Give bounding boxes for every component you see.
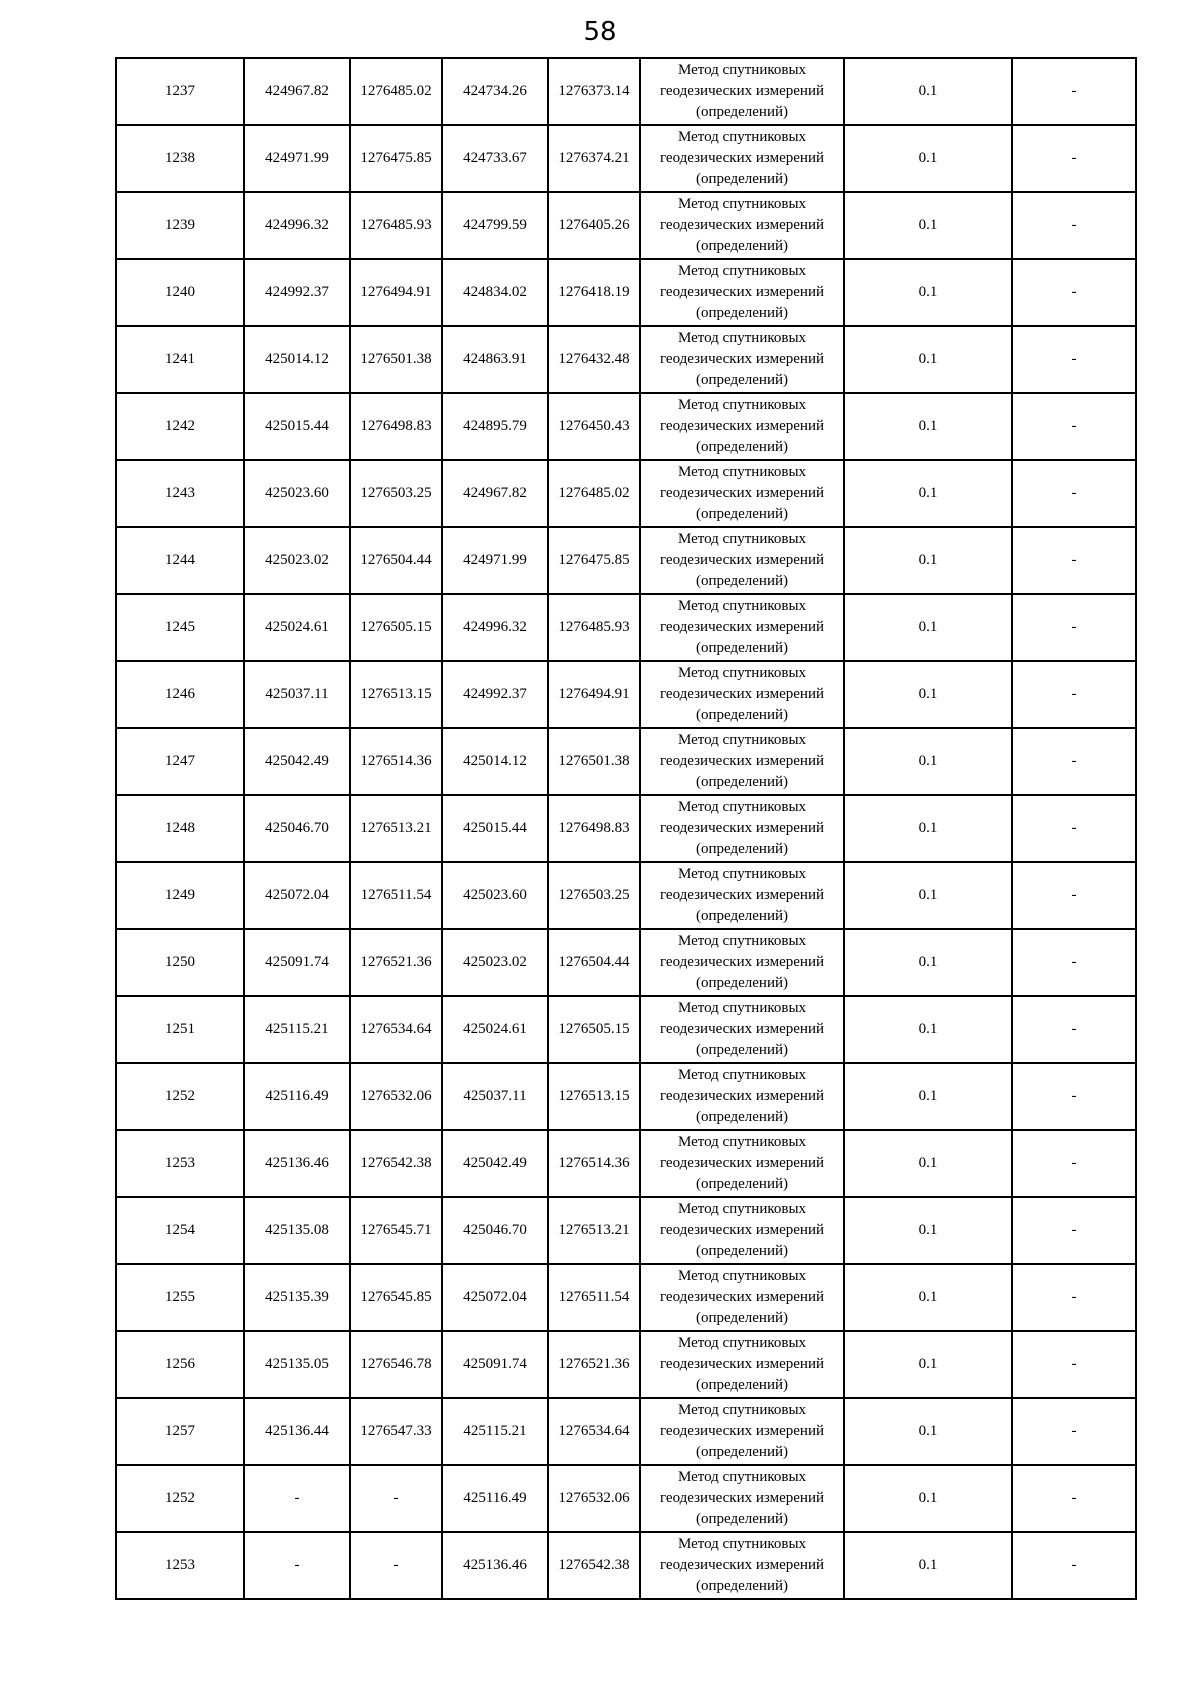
note-cell: - xyxy=(1012,393,1136,460)
method-line: (определений) xyxy=(696,908,788,924)
method-line: Метод спутниковых xyxy=(677,1000,807,1016)
existing-x-cell: 425136.44 xyxy=(244,1398,350,1465)
refined-x-cell: 425115.21 xyxy=(442,1398,548,1465)
method-line: Метод спутниковых xyxy=(677,1536,807,1552)
method-line: Метод спутниковых xyxy=(677,1335,807,1351)
refined-y-cell: 1276501.38 xyxy=(548,728,640,795)
point-number-cell: 1240 xyxy=(116,259,244,326)
note-cell: - xyxy=(1012,862,1136,929)
point-number-cell: 1239 xyxy=(116,192,244,259)
refined-y-cell: 1276521.36 xyxy=(548,1331,640,1398)
accuracy-cell: 0.1 xyxy=(844,996,1012,1063)
existing-y-cell: 1276494.91 xyxy=(350,259,442,326)
refined-y-cell: 1276450.43 xyxy=(548,393,640,460)
existing-x-cell: 425135.05 xyxy=(244,1331,350,1398)
refined-x-cell: 424895.79 xyxy=(442,393,548,460)
point-number-cell: 1244 xyxy=(116,527,244,594)
accuracy-cell: 0.1 xyxy=(844,1465,1012,1532)
existing-y-cell: 1276498.83 xyxy=(350,393,442,460)
existing-y-cell: 1276503.25 xyxy=(350,460,442,527)
existing-x-cell: 424967.82 xyxy=(244,58,350,125)
refined-x-cell: 424734.26 xyxy=(442,58,548,125)
existing-y-cell: 1276546.78 xyxy=(350,1331,442,1398)
point-number-cell: 1253 xyxy=(116,1130,244,1197)
method-line: (определений) xyxy=(696,1444,788,1460)
method-line: (определений) xyxy=(696,506,788,522)
accuracy-cell: 0.1 xyxy=(844,460,1012,527)
refined-y-cell: 1276505.15 xyxy=(548,996,640,1063)
existing-y-cell: 1276513.15 xyxy=(350,661,442,728)
table-row xyxy=(116,1532,1136,1599)
method-line: (определений) xyxy=(696,1377,788,1393)
method-cell xyxy=(640,929,844,996)
refined-y-cell: 1276494.91 xyxy=(548,661,640,728)
method-line: Метод спутниковых xyxy=(677,799,807,815)
method-cell xyxy=(640,527,844,594)
table-row xyxy=(116,1398,1136,1465)
refined-x-cell: 424733.67 xyxy=(442,125,548,192)
note-cell: - xyxy=(1012,1398,1136,1465)
existing-x-cell: 425015.44 xyxy=(244,393,350,460)
method-cell xyxy=(640,1197,844,1264)
method-cell xyxy=(640,594,844,661)
existing-x-cell: 425116.49 xyxy=(244,1063,350,1130)
refined-y-cell: 1276498.83 xyxy=(548,795,640,862)
refined-y-cell: 1276511.54 xyxy=(548,1264,640,1331)
method-line: (определений) xyxy=(696,1109,788,1125)
point-number-cell: 1255 xyxy=(116,1264,244,1331)
method-line: геодезических измерений xyxy=(659,1021,825,1037)
method-line: (определений) xyxy=(696,104,788,120)
point-number-cell: 1237 xyxy=(116,58,244,125)
point-number-cell: 1238 xyxy=(116,125,244,192)
table-row xyxy=(116,259,1136,326)
method-line: Метод спутниковых xyxy=(677,1134,807,1150)
table-row xyxy=(116,728,1136,795)
refined-x-cell: 425072.04 xyxy=(442,1264,548,1331)
note-cell: - xyxy=(1012,1331,1136,1398)
method-line: Метод спутниковых xyxy=(677,397,807,413)
refined-x-cell: 425046.70 xyxy=(442,1197,548,1264)
refined-y-cell: 1276373.14 xyxy=(548,58,640,125)
point-number-cell: 1252 xyxy=(116,1465,244,1532)
method-line: геодезических измерений xyxy=(659,887,825,903)
method-line: Метод спутниковых xyxy=(677,62,807,78)
existing-y-cell: 1276501.38 xyxy=(350,326,442,393)
method-cell xyxy=(640,1130,844,1197)
method-line: геодезических измерений xyxy=(659,753,825,769)
table-row xyxy=(116,795,1136,862)
table-row xyxy=(116,661,1136,728)
accuracy-cell: 0.1 xyxy=(844,125,1012,192)
note-cell: - xyxy=(1012,661,1136,728)
existing-x-cell: 425135.08 xyxy=(244,1197,350,1264)
existing-y-cell: - xyxy=(350,1532,442,1599)
existing-x-cell: 425037.11 xyxy=(244,661,350,728)
method-line: Метод спутниковых xyxy=(677,531,807,547)
refined-x-cell: 424996.32 xyxy=(442,594,548,661)
point-number-cell: 1245 xyxy=(116,594,244,661)
table-row xyxy=(116,862,1136,929)
note-cell: - xyxy=(1012,527,1136,594)
method-line: геодезических измерений xyxy=(659,552,825,568)
method-line: геодезических измерений xyxy=(659,1289,825,1305)
refined-y-cell: 1276513.15 xyxy=(548,1063,640,1130)
refined-y-cell: 1276432.48 xyxy=(548,326,640,393)
existing-y-cell: 1276485.93 xyxy=(350,192,442,259)
method-cell xyxy=(640,259,844,326)
table-row xyxy=(116,460,1136,527)
table-row xyxy=(116,996,1136,1063)
point-number-cell: 1256 xyxy=(116,1331,244,1398)
table-row xyxy=(116,1331,1136,1398)
refined-x-cell: 425014.12 xyxy=(442,728,548,795)
point-number-cell: 1243 xyxy=(116,460,244,527)
note-cell: - xyxy=(1012,1063,1136,1130)
method-cell xyxy=(640,192,844,259)
refined-y-cell: 1276514.36 xyxy=(548,1130,640,1197)
accuracy-cell: 0.1 xyxy=(844,393,1012,460)
method-line: геодезических измерений xyxy=(659,351,825,367)
refined-y-cell: 1276485.93 xyxy=(548,594,640,661)
method-line: геодезических измерений xyxy=(659,217,825,233)
accuracy-cell: 0.1 xyxy=(844,1331,1012,1398)
method-line: Метод спутниковых xyxy=(677,598,807,614)
method-line: Метод спутниковых xyxy=(677,129,807,145)
refined-y-cell: 1276475.85 xyxy=(548,527,640,594)
refined-x-cell: 425042.49 xyxy=(442,1130,548,1197)
method-line: Метод спутниковых xyxy=(677,866,807,882)
method-cell xyxy=(640,1264,844,1331)
method-line: (определений) xyxy=(696,1176,788,1192)
method-line: геодезических измерений xyxy=(659,485,825,501)
accuracy-cell: 0.1 xyxy=(844,795,1012,862)
accuracy-cell: 0.1 xyxy=(844,1197,1012,1264)
note-cell: - xyxy=(1012,125,1136,192)
existing-x-cell: 425135.39 xyxy=(244,1264,350,1331)
point-number-cell: 1251 xyxy=(116,996,244,1063)
note-cell: - xyxy=(1012,259,1136,326)
refined-x-cell: 424967.82 xyxy=(442,460,548,527)
refined-y-cell: 1276405.26 xyxy=(548,192,640,259)
point-number-cell: 1247 xyxy=(116,728,244,795)
point-number-cell: 1248 xyxy=(116,795,244,862)
point-number-cell: 1257 xyxy=(116,1398,244,1465)
accuracy-cell: 0.1 xyxy=(844,192,1012,259)
method-line: Метод спутниковых xyxy=(677,263,807,279)
existing-y-cell: 1276532.06 xyxy=(350,1063,442,1130)
accuracy-cell: 0.1 xyxy=(844,58,1012,125)
method-cell xyxy=(640,1398,844,1465)
method-line: геодезических измерений xyxy=(659,686,825,702)
method-line: Метод спутниковых xyxy=(677,464,807,480)
note-cell: - xyxy=(1012,1532,1136,1599)
method-cell xyxy=(640,795,844,862)
note-cell: - xyxy=(1012,1130,1136,1197)
existing-y-cell: 1276485.02 xyxy=(350,58,442,125)
note-cell: - xyxy=(1012,326,1136,393)
accuracy-cell: 0.1 xyxy=(844,929,1012,996)
method-line: (определений) xyxy=(696,573,788,589)
existing-x-cell: 425042.49 xyxy=(244,728,350,795)
point-number-cell: 1241 xyxy=(116,326,244,393)
point-number-cell: 1249 xyxy=(116,862,244,929)
method-line: (определений) xyxy=(696,640,788,656)
table-row xyxy=(116,1264,1136,1331)
page-number: 58 xyxy=(583,17,617,47)
table-row xyxy=(116,192,1136,259)
table-row xyxy=(116,527,1136,594)
accuracy-cell: 0.1 xyxy=(844,527,1012,594)
table-row xyxy=(116,393,1136,460)
method-cell xyxy=(640,58,844,125)
point-number-cell: 1253 xyxy=(116,1532,244,1599)
existing-x-cell: 425024.61 xyxy=(244,594,350,661)
table-body xyxy=(116,58,1136,1599)
method-line: (определений) xyxy=(696,774,788,790)
existing-x-cell: 425115.21 xyxy=(244,996,350,1063)
method-line: (определений) xyxy=(696,238,788,254)
table-row xyxy=(116,1197,1136,1264)
point-number-cell: 1242 xyxy=(116,393,244,460)
refined-x-cell: 424992.37 xyxy=(442,661,548,728)
accuracy-cell: 0.1 xyxy=(844,1398,1012,1465)
existing-y-cell: 1276521.36 xyxy=(350,929,442,996)
existing-y-cell: 1276547.33 xyxy=(350,1398,442,1465)
note-cell: - xyxy=(1012,1197,1136,1264)
existing-y-cell: 1276505.15 xyxy=(350,594,442,661)
method-line: Метод спутниковых xyxy=(677,732,807,748)
method-line: геодезических измерений xyxy=(659,150,825,166)
method-line: геодезических измерений xyxy=(659,820,825,836)
table-row xyxy=(116,1465,1136,1532)
note-cell: - xyxy=(1012,996,1136,1063)
refined-y-cell: 1276374.21 xyxy=(548,125,640,192)
method-line: (определений) xyxy=(696,372,788,388)
table-row xyxy=(116,326,1136,393)
existing-y-cell: 1276534.64 xyxy=(350,996,442,1063)
method-line: (определений) xyxy=(696,171,788,187)
note-cell: - xyxy=(1012,795,1136,862)
existing-x-cell: - xyxy=(244,1465,350,1532)
method-line: геодезических измерений xyxy=(659,83,825,99)
refined-x-cell: 424971.99 xyxy=(442,527,548,594)
refined-x-cell: 425037.11 xyxy=(442,1063,548,1130)
method-line: Метод спутниковых xyxy=(677,665,807,681)
refined-y-cell: 1276503.25 xyxy=(548,862,640,929)
method-cell xyxy=(640,1465,844,1532)
existing-x-cell: 425136.46 xyxy=(244,1130,350,1197)
existing-y-cell: 1276542.38 xyxy=(350,1130,442,1197)
existing-x-cell: 425023.60 xyxy=(244,460,350,527)
existing-y-cell: 1276511.54 xyxy=(350,862,442,929)
accuracy-cell: 0.1 xyxy=(844,1264,1012,1331)
existing-x-cell: 424992.37 xyxy=(244,259,350,326)
existing-x-cell: 424996.32 xyxy=(244,192,350,259)
method-line: (определений) xyxy=(696,305,788,321)
method-cell xyxy=(640,460,844,527)
note-cell: - xyxy=(1012,460,1136,527)
existing-y-cell: 1276545.85 xyxy=(350,1264,442,1331)
accuracy-cell: 0.1 xyxy=(844,259,1012,326)
refined-y-cell: 1276418.19 xyxy=(548,259,640,326)
method-cell xyxy=(640,1331,844,1398)
table-row xyxy=(116,1130,1136,1197)
method-line: геодезических измерений xyxy=(659,1356,825,1372)
refined-x-cell: 425015.44 xyxy=(442,795,548,862)
accuracy-cell: 0.1 xyxy=(844,1130,1012,1197)
method-cell xyxy=(640,326,844,393)
method-line: Метод спутниковых xyxy=(677,196,807,212)
refined-x-cell: 425023.60 xyxy=(442,862,548,929)
method-cell xyxy=(640,1063,844,1130)
refined-x-cell: 424863.91 xyxy=(442,326,548,393)
method-line: геодезических измерений xyxy=(659,1088,825,1104)
refined-x-cell: 425136.46 xyxy=(442,1532,548,1599)
existing-x-cell: 425046.70 xyxy=(244,795,350,862)
point-number-cell: 1246 xyxy=(116,661,244,728)
method-line: (определений) xyxy=(696,1578,788,1594)
point-number-cell: 1254 xyxy=(116,1197,244,1264)
note-cell: - xyxy=(1012,728,1136,795)
method-line: геодезических измерений xyxy=(659,1557,825,1573)
refined-y-cell: 1276485.02 xyxy=(548,460,640,527)
existing-y-cell: 1276504.44 xyxy=(350,527,442,594)
method-cell xyxy=(640,862,844,929)
point-number-cell: 1252 xyxy=(116,1063,244,1130)
method-line: Метод спутниковых xyxy=(677,1469,807,1485)
note-cell: - xyxy=(1012,58,1136,125)
method-line: геодезических измерений xyxy=(659,1490,825,1506)
note-cell: - xyxy=(1012,192,1136,259)
method-line: геодезических измерений xyxy=(659,1222,825,1238)
method-line: Метод спутниковых xyxy=(677,330,807,346)
note-cell: - xyxy=(1012,594,1136,661)
method-cell xyxy=(640,393,844,460)
refined-x-cell: 424834.02 xyxy=(442,259,548,326)
refined-y-cell: 1276534.64 xyxy=(548,1398,640,1465)
existing-x-cell: 425023.02 xyxy=(244,527,350,594)
method-cell xyxy=(640,661,844,728)
refined-x-cell: 425091.74 xyxy=(442,1331,548,1398)
method-line: геодезических измерений xyxy=(659,1423,825,1439)
existing-x-cell: 425091.74 xyxy=(244,929,350,996)
existing-x-cell: 424971.99 xyxy=(244,125,350,192)
accuracy-cell: 0.1 xyxy=(844,661,1012,728)
method-line: (определений) xyxy=(696,707,788,723)
method-cell xyxy=(640,996,844,1063)
method-cell xyxy=(640,1532,844,1599)
existing-x-cell: 425014.12 xyxy=(244,326,350,393)
method-line: геодезических измерений xyxy=(659,954,825,970)
method-line: геодезических измерений xyxy=(659,418,825,434)
accuracy-cell: 0.1 xyxy=(844,326,1012,393)
existing-x-cell: - xyxy=(244,1532,350,1599)
method-line: Метод спутниковых xyxy=(677,1268,807,1284)
method-line: (определений) xyxy=(696,1310,788,1326)
method-line: (определений) xyxy=(696,975,788,991)
existing-x-cell: 425072.04 xyxy=(244,862,350,929)
existing-y-cell: 1276514.36 xyxy=(350,728,442,795)
accuracy-cell: 0.1 xyxy=(844,1532,1012,1599)
refined-y-cell: 1276542.38 xyxy=(548,1532,640,1599)
accuracy-cell: 0.1 xyxy=(844,594,1012,661)
table-row xyxy=(116,58,1136,125)
table-row xyxy=(116,1063,1136,1130)
existing-y-cell: 1276475.85 xyxy=(350,125,442,192)
method-line: Метод спутниковых xyxy=(677,933,807,949)
refined-x-cell: 425116.49 xyxy=(442,1465,548,1532)
refined-y-cell: 1276504.44 xyxy=(548,929,640,996)
point-number-cell: 1250 xyxy=(116,929,244,996)
table-row xyxy=(116,594,1136,661)
note-cell: - xyxy=(1012,929,1136,996)
method-line: Метод спутниковых xyxy=(677,1201,807,1217)
existing-y-cell: 1276513.21 xyxy=(350,795,442,862)
accuracy-cell: 0.1 xyxy=(844,728,1012,795)
method-line: Метод спутниковых xyxy=(677,1067,807,1083)
method-cell xyxy=(640,728,844,795)
refined-y-cell: 1276513.21 xyxy=(548,1197,640,1264)
refined-x-cell: 424799.59 xyxy=(442,192,548,259)
accuracy-cell: 0.1 xyxy=(844,862,1012,929)
method-line: геодезических измерений xyxy=(659,619,825,635)
method-line: (определений) xyxy=(696,439,788,455)
method-line: геодезических измерений xyxy=(659,1155,825,1171)
accuracy-cell: 0.1 xyxy=(844,1063,1012,1130)
note-cell: - xyxy=(1012,1465,1136,1532)
method-line: (определений) xyxy=(696,841,788,857)
refined-y-cell: 1276532.06 xyxy=(548,1465,640,1532)
existing-y-cell: 1276545.71 xyxy=(350,1197,442,1264)
method-line: (определений) xyxy=(696,1243,788,1259)
method-line: геодезических измерений xyxy=(659,284,825,300)
table-row xyxy=(116,125,1136,192)
existing-y-cell: - xyxy=(350,1465,442,1532)
method-line: (определений) xyxy=(696,1042,788,1058)
coordinates-table xyxy=(115,57,1137,1600)
refined-x-cell: 425024.61 xyxy=(442,996,548,1063)
method-line: (определений) xyxy=(696,1511,788,1527)
refined-x-cell: 425023.02 xyxy=(442,929,548,996)
table-row xyxy=(116,929,1136,996)
method-line: Метод спутниковых xyxy=(677,1402,807,1418)
note-cell: - xyxy=(1012,1264,1136,1331)
method-cell xyxy=(640,125,844,192)
